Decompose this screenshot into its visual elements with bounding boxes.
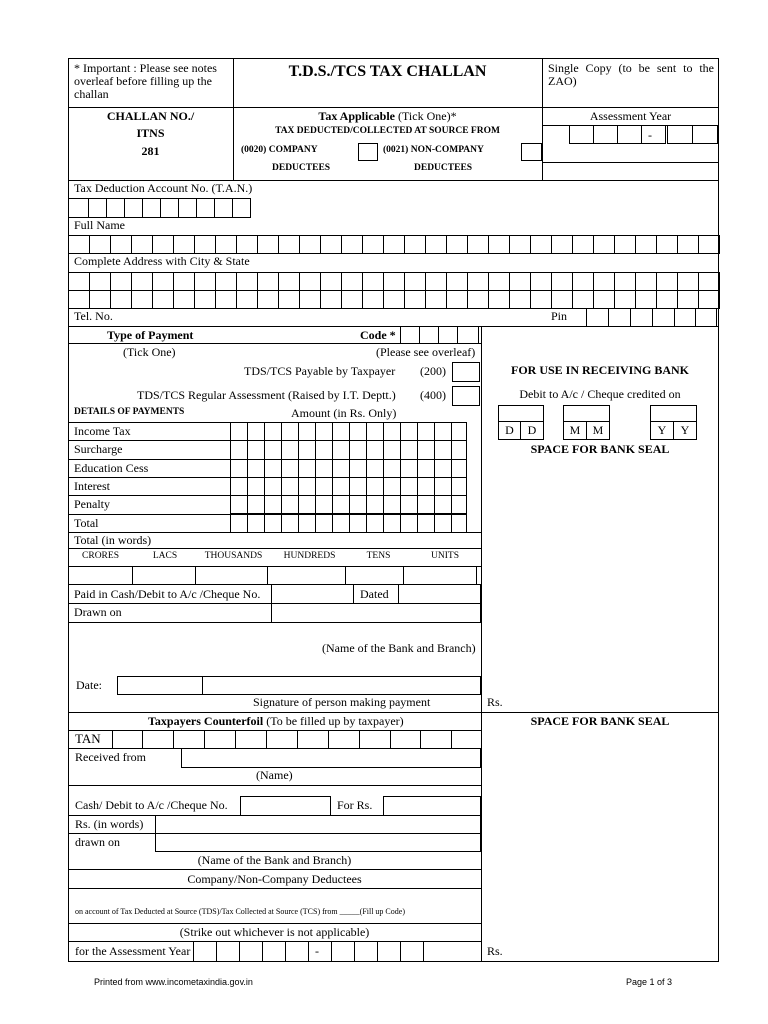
input-cell[interactable] [572,290,594,309]
input-cell[interactable] [299,235,321,254]
drawn-on-field[interactable] [271,603,481,623]
input-cell[interactable] [467,235,489,254]
input-cell[interactable] [89,290,111,309]
input-cell[interactable] [698,272,720,291]
denomination-cells[interactable] [68,566,477,585]
input-cell[interactable] [383,290,405,309]
payment-row-label: Interest [74,478,110,493]
assessment-year-dash: - [648,128,652,142]
input-cell[interactable] [299,290,321,309]
assessment-year-label: Assessment Year [589,109,672,123]
input-cell[interactable] [698,235,720,254]
input-cell[interactable] [551,272,573,291]
noncompany-option: (0021) NON-COMPANY [383,145,484,155]
itns-label: ITNS [136,126,165,140]
bank-seal-space-2: SPACE FOR BANK SEAL [530,714,670,728]
receiving-bank-title: FOR USE IN RECEIVING BANK [510,363,690,377]
input-cell[interactable] [614,272,636,291]
input-cell[interactable] [341,235,363,254]
input-cell[interactable] [509,272,531,291]
tan-label: Tax Deduction Account No. (T.A.N.) [74,181,253,195]
bank-seal-space: SPACE FOR BANK SEAL [530,442,670,456]
dated-label: Dated [360,587,389,601]
tick-one: (Tick One) [123,345,176,359]
input-cell[interactable] [173,290,195,309]
code-cells[interactable] [400,326,479,344]
input-cell[interactable] [404,272,426,291]
strike-out-note: (Strike out whichever is not applicable) [179,925,370,939]
company-option: (0020) COMPANY [241,145,318,155]
payment-amount-cells[interactable] [230,459,467,478]
regular-assessment-label: TDS/TCS Regular Assessment (Raised by I.T. Deptt.) [137,388,396,402]
input-cell[interactable] [194,235,216,254]
counterfoil-tan-label: TAN [75,731,101,746]
for-rs-label: For Rs. [337,798,373,812]
input-cell[interactable] [320,290,342,309]
date-frame-day [498,405,544,422]
input-cell[interactable] [362,272,384,291]
printed-from: Printed from www.incometaxindia.gov.in [94,977,253,987]
type-of-payment: Type of Payment [107,328,194,342]
input-cell[interactable] [215,235,237,254]
input-cell[interactable] [656,290,678,309]
date-cell-y1[interactable]: Y [650,421,674,440]
address-cells-row1[interactable] [68,272,720,291]
challan-number: 281 [141,144,160,158]
payment-amount-cells[interactable] [230,495,467,514]
input-cell[interactable] [362,290,384,309]
regular-assessment-checkbox[interactable] [452,386,480,406]
challan-no-label: CHALLAN NO./ [106,109,195,123]
counterfoil-drawn-on-field[interactable] [155,833,481,852]
counterfoil-deductees: Company/Non-Company Deductees [187,872,362,886]
rs-label: Rs. [487,695,503,709]
company-deductees: DEDUCTEES [272,163,331,173]
input-cell[interactable] [236,235,258,254]
input-cell[interactable] [194,272,216,291]
paid-in-label: Paid in Cash/Debit to A/c /Cheque No. [74,587,261,601]
address-label: Complete Address with City & State [74,254,250,268]
counterfoil-cash-debit-label: Cash/ Debit to A/c /Cheque No. [75,798,228,812]
input-cell[interactable] [593,235,615,254]
input-cell[interactable] [278,235,300,254]
bank-branch-label: (Name of the Bank and Branch) [322,641,476,655]
date-frame-month [563,405,610,422]
input-cell[interactable] [68,235,90,254]
date-field[interactable] [117,676,203,695]
input-cell[interactable] [89,235,111,254]
input-cell[interactable] [656,272,678,291]
counterfoil-drawn-on-label: drawn on [75,835,120,849]
rs-words-field[interactable] [155,815,481,834]
for-rs-field[interactable] [383,796,481,816]
important-note: * Important : Please see notes overleaf before filling up the challan [74,61,217,101]
rs-words-label: Rs. (in words) [75,817,144,831]
denomination-label: CRORES [82,551,119,561]
input-cell[interactable] [551,290,573,309]
input-cell[interactable] [278,290,300,309]
see-overleaf: (Please see overleaf) [376,345,476,359]
input-cell[interactable] [551,235,573,254]
counterfoil-tan-cells[interactable] [112,730,452,749]
code-200: (200) [420,364,446,378]
counterfoil-name-label: (Name) [256,768,293,782]
input-cell[interactable] [257,235,279,254]
dated-field[interactable] [398,584,481,604]
input-cell[interactable] [320,235,342,254]
input-cell[interactable] [110,290,132,309]
input-cell[interactable] [530,235,552,254]
input-cell[interactable] [488,290,510,309]
input-cell[interactable] [68,290,90,309]
input-cell[interactable] [131,235,153,254]
input-cell[interactable] [194,290,216,309]
date-cell-m1[interactable]: M [563,421,587,440]
input-cell[interactable] [488,272,510,291]
assessment-year-cells-2[interactable] [667,125,718,144]
payment-row-label: Education Cess [74,460,149,475]
input-cell[interactable] [68,272,90,291]
input-cell[interactable] [236,290,258,309]
debit-note: Debit to A/c / Cheque credited on [519,387,681,401]
tan-cells[interactable] [68,198,251,218]
date-cell-m2[interactable]: M [586,421,610,440]
input-cell[interactable] [404,235,426,254]
input-cell[interactable] [530,272,552,291]
tax-applicable: Tax Applicable (Tick One)* [318,109,457,123]
input-cell[interactable] [488,235,510,254]
input-cell[interactable] [236,272,258,291]
payment-row-label: Income Tax [74,424,131,438]
date-cell-y2[interactable]: Y [673,421,697,440]
copy-note: Single Copy (to be sent to the ZAO) [548,61,714,88]
date-frame-year [650,405,697,422]
page-number: Page 1 of 3 [626,977,673,987]
tel-label: Tel. No. [74,309,113,323]
input-cell[interactable] [635,290,657,309]
denomination-label: LACS [152,551,178,561]
input-cell[interactable] [677,272,699,291]
payment-amount-cells[interactable] [230,514,467,533]
code-label: Code * [360,328,396,342]
counterfoil-cheque-field[interactable] [240,796,331,816]
drawn-on-label: Drawn on [74,605,122,619]
details-of-payments: DETAILS OF PAYMENTS [74,407,185,417]
denomination-label: UNITS [431,551,459,561]
input-cell[interactable] [110,235,132,254]
input-cell[interactable] [677,290,699,309]
date-cell-d1[interactable]: D [498,421,521,440]
input-cell[interactable] [320,272,342,291]
input-cell[interactable] [152,272,174,291]
counterfoil-rs-label: Rs. [487,944,503,958]
input-cell[interactable] [89,272,111,291]
input-cell[interactable] [593,272,615,291]
input-cell[interactable] [656,235,678,254]
code-400: (400) [420,388,446,402]
input-cell[interactable] [215,290,237,309]
input-cell[interactable] [173,235,195,254]
input-cell[interactable] [446,235,468,254]
noncompany-deductees: DEDUCTEES [414,163,473,173]
received-from-label: Received from [75,750,146,764]
signature-label: Signature of person making payment [253,695,431,709]
counterfoil-assessment-dash: - [315,944,319,958]
input-cell[interactable] [383,235,405,254]
input-cell[interactable] [635,272,657,291]
date-cell-d2[interactable]: D [520,421,544,440]
cheque-no-field[interactable] [271,584,354,604]
payment-row-label: Penalty [74,497,110,512]
input-cell[interactable] [614,235,636,254]
input-cell[interactable] [446,290,468,309]
input-cell[interactable] [173,272,195,291]
received-from-field[interactable] [181,748,481,768]
input-cell[interactable] [131,290,153,309]
input-cell[interactable] [362,235,384,254]
input-cell[interactable] [257,272,279,291]
counterfoil-assessment-year-label: for the Assessment Year [75,944,191,958]
noncompany-checkbox[interactable] [521,143,542,161]
tax-deducted-from: TAX DEDUCTED/COLLECTED AT SOURCE FROM [275,126,500,136]
input-cell[interactable] [215,272,237,291]
payment-row-label: Surcharge [74,442,123,457]
input-cell[interactable] [467,290,489,309]
input-cell[interactable] [278,272,300,291]
counterfoil-assessment-year-cells[interactable] [193,941,424,962]
input-cell[interactable] [383,272,405,291]
input-cell[interactable] [509,290,531,309]
input-cell[interactable] [131,272,153,291]
input-cell[interactable] [299,272,321,291]
full-name-cells[interactable] [68,235,720,254]
input-cell[interactable] [110,272,132,291]
payment-amount-cells[interactable] [230,477,467,496]
signature-field[interactable] [202,676,481,695]
pin-label: Pin [551,309,568,323]
input-cell[interactable] [572,235,594,254]
payment-amount-cells[interactable] [230,440,467,459]
date-label: Date: [76,678,102,692]
input-cell[interactable] [614,290,636,309]
on-account-note: on account of Tax Deducted at Source (TDS)/Tax Collected at Source (TCS) from _____(Fill up Code) [75,907,405,916]
input-cell[interactable] [425,235,447,254]
input-cell[interactable] [341,290,363,309]
input-cell[interactable] [593,290,615,309]
input-cell[interactable] [152,290,174,309]
counterfoil-bank-branch: (Name of the Bank and Branch) [197,853,352,867]
input-cell[interactable] [635,235,657,254]
input-cell[interactable] [509,235,531,254]
input-cell[interactable] [467,272,489,291]
counterfoil-title: Taxpayers Counterfoil (To be filled up by taxpayer) [148,714,404,728]
input-cell[interactable] [698,290,720,309]
payment-row-label: Total [74,515,99,530]
amount-label: Amount (in Rs. Only) [291,406,397,420]
payment-amount-cells[interactable] [230,422,467,441]
tds-payable-checkbox[interactable] [452,362,480,382]
total-words-label: Total (in words) [74,533,152,547]
denomination-label: TENS [366,551,391,561]
input-cell[interactable] [446,272,468,291]
input-cell[interactable] [404,290,426,309]
input-cell[interactable] [677,235,699,254]
pin-cells[interactable] [586,308,717,327]
input-cell[interactable] [257,290,279,309]
denomination-label: THOUSANDS [204,551,263,561]
denomination-label: HUNDREDS [283,551,336,561]
input-cell[interactable] [425,272,447,291]
company-checkbox[interactable] [358,143,378,161]
tds-payable-label: TDS/TCS Payable by Taxpayer [244,364,396,378]
input-cell[interactable] [530,290,552,309]
input-cell[interactable] [341,272,363,291]
challan-title: T.D.S./TCS TAX CHALLAN [288,63,487,80]
input-cell[interactable] [572,272,594,291]
input-cell[interactable] [425,290,447,309]
input-cell[interactable] [152,235,174,254]
address-cells-row2[interactable] [68,290,720,309]
full-name-label: Full Name [74,218,125,232]
